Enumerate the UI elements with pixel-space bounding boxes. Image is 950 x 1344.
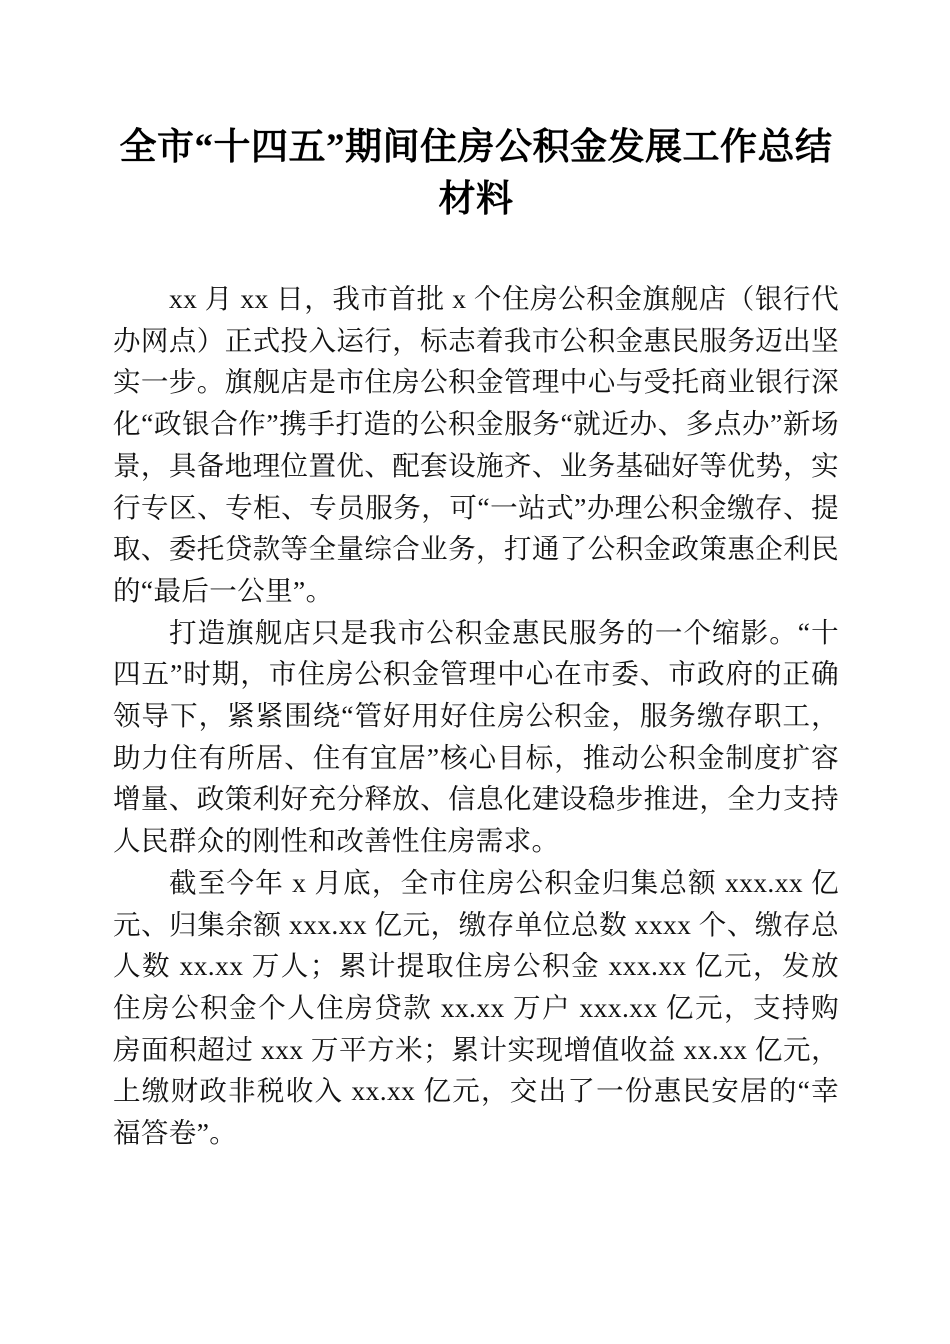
paragraph-2: 打造旗舰店只是我市公积金惠民服务的一个缩影。“十四五”时期，市住房公积金管理中心在市委、市政府的正确领导下，紧紧围绕“管好用好住房公积金，服务缴存职工，助力住有所居、住有宜居”核心目标，推动公积金制度扩容增量、政策利好充分释放、信息化建设稳步推进，全力支持人民群众的刚性和改善性住房需求。 [113, 616, 839, 857]
document-paragraphs [113, 278, 839, 1154]
paragraph-3: 截至今年 x 月底，全市住房公积金归集总额 xxx.xx 亿元、归集余额 xxx.xx 亿元，缴存单位总数 xxxx 个、缴存总人数 xx.xx 万人；累计提取住房公积金 xxx.xx 亿元，发放住房公积金个人住房贷款 xx.xx 万户 xxx.xx 亿元，支持购房面积超过 xxx 万平方米；累计实现增值收益 xx.xx 亿元，上缴财政非税收入 xx.xx 亿元，交出了一份惠民安居的“幸福答卷”。 [113, 866, 839, 1149]
document-body [113, 0, 839, 1154]
paragraph-1: xx 月 xx 日，我市首批 x 个住房公积金旗舰店（银行代办网点）正式投入运行，标志着我市公积金惠民服务迈出坚实一步。旗舰店是市住房公积金管理中心与受托商业银行深化“政银合作”携手打造的公积金服务“就近办、多点办”新场景，具备地理位置优、配套设施齐、业务基础好等优势，实行专区、专柜、专员服务，可“一站式”办理公积金缴存、提取、委托贷款等全量综合业务，打通了公积金政策惠企利民的“最后一公里”。 [113, 283, 839, 606]
page-title: 全市“十四五”期间住房公积金发展工作总结材料 [119, 127, 833, 220]
